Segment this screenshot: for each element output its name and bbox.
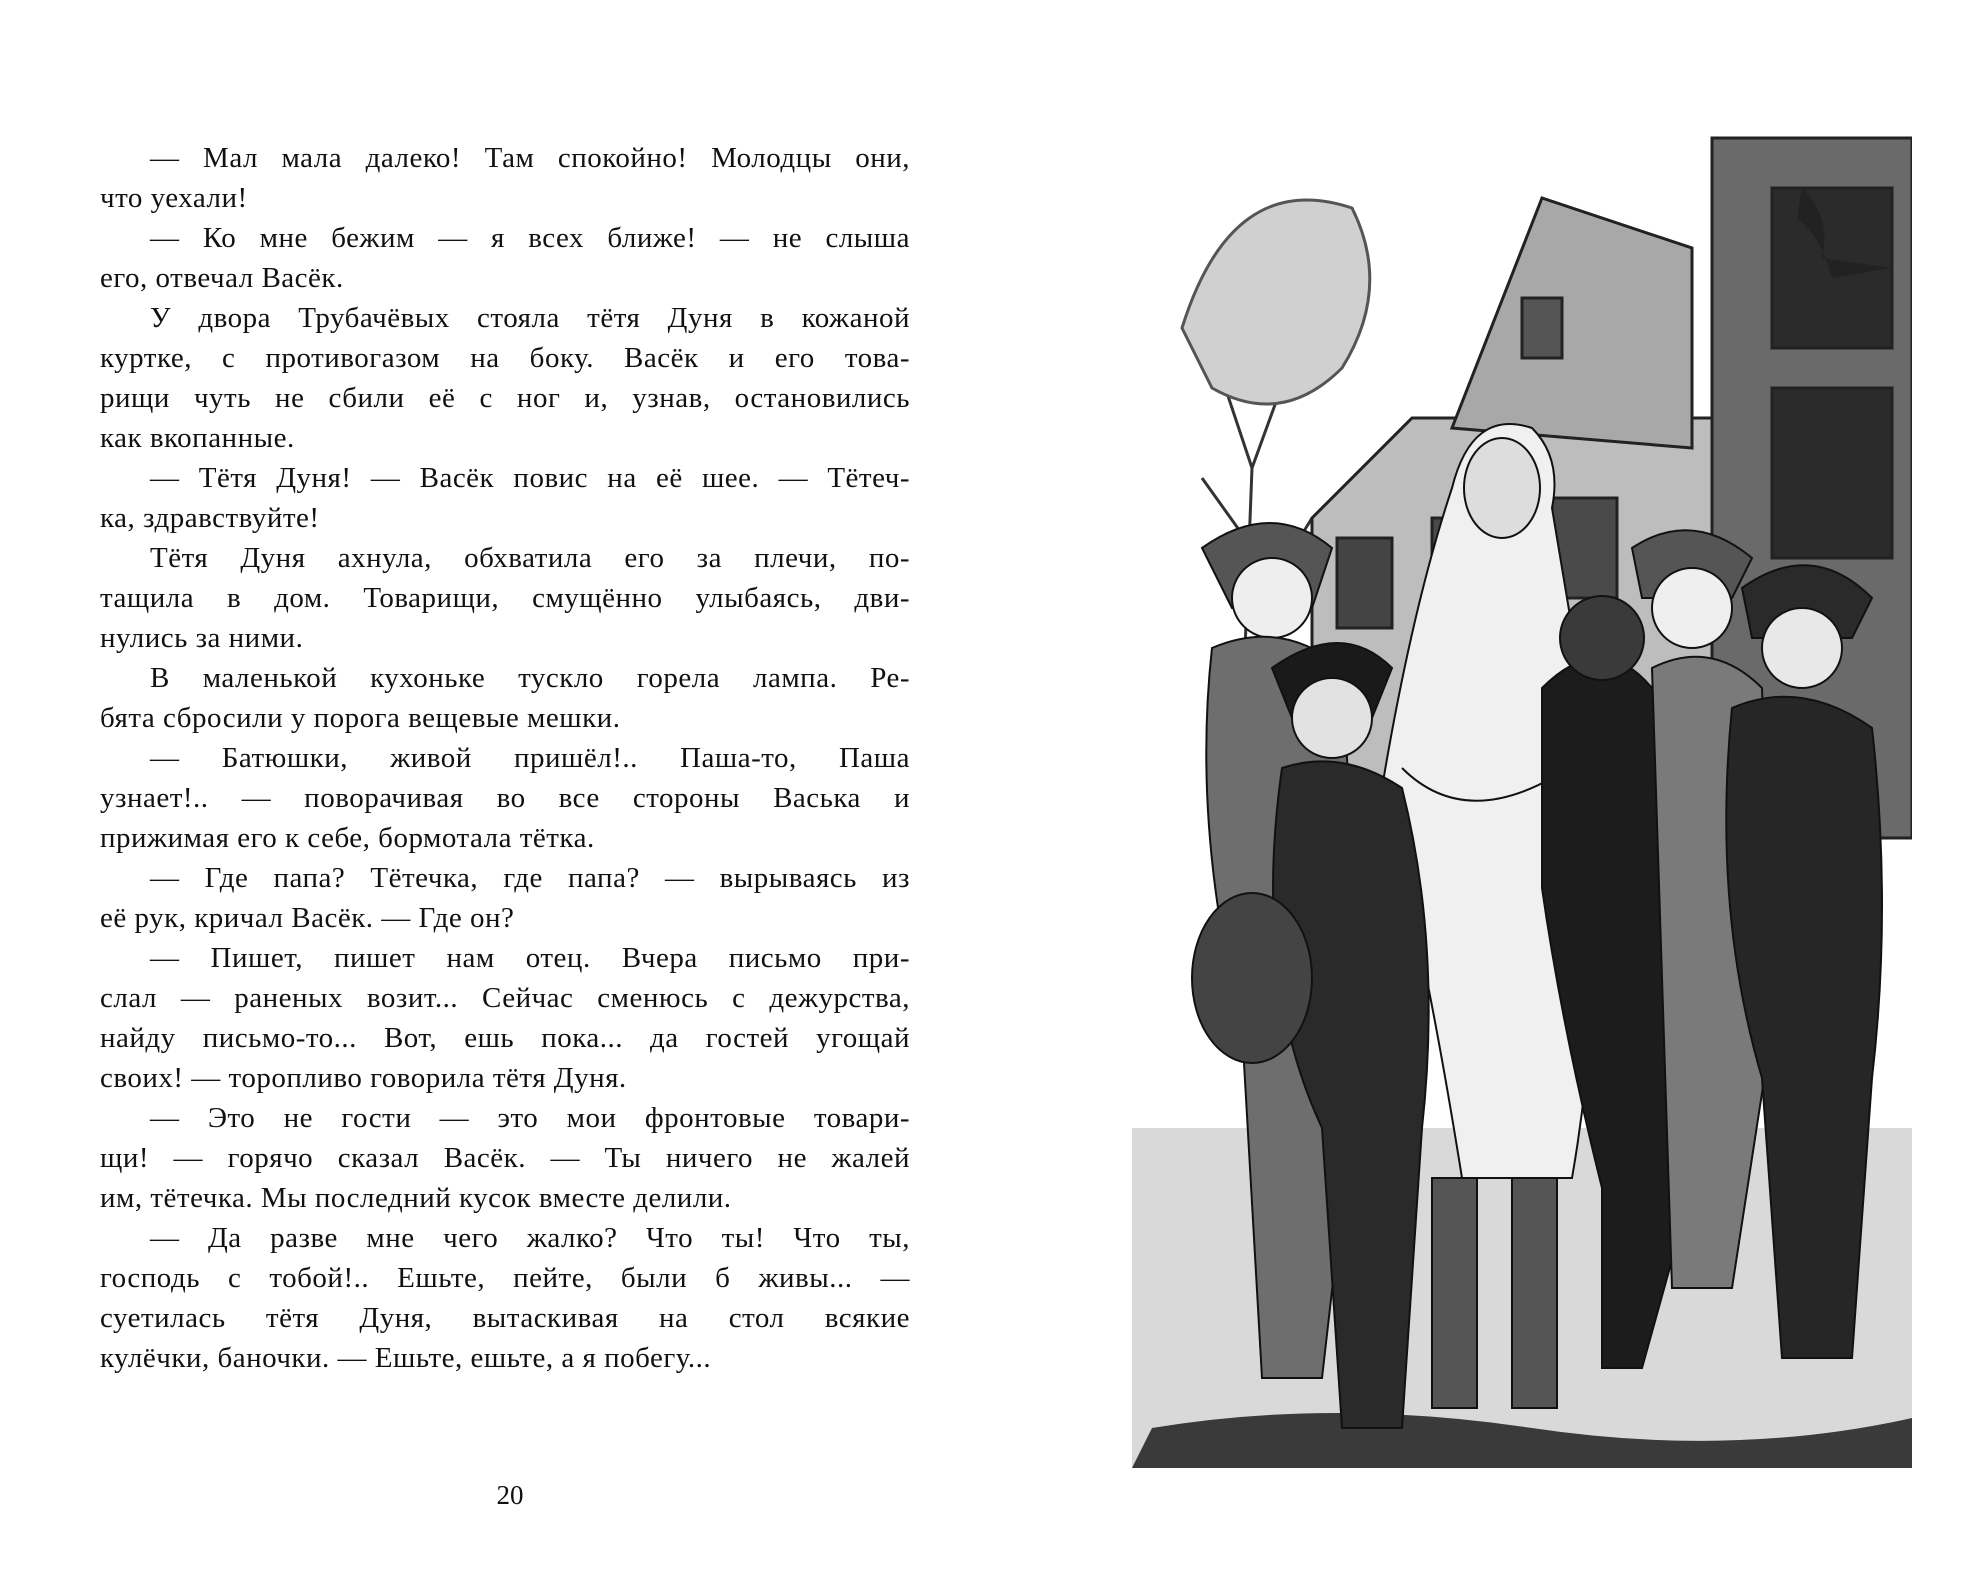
text-line: найду письмо-то... Вот, ешь пока... да гостей угощай <box>100 1022 910 1054</box>
text-line: прижимая его к себе, бормотала тётка. <box>100 822 595 854</box>
text-line: Тётя Дуня ахнула, обхватила его за плечи, по- <box>150 542 910 574</box>
text-line: узнает!.. — поворачивая во все стороны Васька и <box>100 782 910 814</box>
text-line: суетилась тётя Дуня, вытаскивая на стол всякие <box>100 1302 910 1334</box>
text-line: куртке, с противогазом на боку. Васёк и его това- <box>100 342 910 374</box>
left-page-text <box>100 138 910 1378</box>
text-line: нулись за ними. <box>100 622 304 654</box>
woman-hugging-boy-with-boys-illustration <box>1132 128 1912 1468</box>
text-line: её рук, кричал Васёк. — Где он? <box>100 902 515 934</box>
text-line: своих! — торопливо говорила тётя Дуня. <box>100 1062 627 1094</box>
text-line: кулёчки, баночки. — Ешьте, ешьте, а я побегу... <box>100 1342 712 1374</box>
text-line: ка, здравствуйте! <box>100 502 320 534</box>
text-line: — Пишет, пишет нам отец. Вчера письмо при- <box>150 942 910 974</box>
text-line: — Где папа? Тётечка, где папа? — вырываясь из <box>150 862 910 894</box>
text-line: У двора Трубачёвых стояла тётя Дуня в кожаной <box>150 302 910 334</box>
text-line: бята сбросили у порога вещевые мешки. <box>100 702 621 734</box>
text-line: — Ко мне бежим — я всех ближе! — не слыша <box>150 222 910 254</box>
text-line: — Тётя Дуня! — Васёк повис на её шее. — Тётеч- <box>150 462 910 494</box>
text-line: щи! — горячо сказал Васёк. — Ты ничего не жалей <box>100 1142 910 1174</box>
text-line: В маленькой кухоньке тускло горела лампа. Ре- <box>150 662 910 694</box>
text-line: господь с тобой!.. Ешьте, пейте, были б живы... — <box>100 1262 910 1294</box>
text-line: рищи чуть не сбили её с ног и, узнав, остановились <box>100 382 910 414</box>
text-line: им, тётечка. Мы последний кусок вместе делили. <box>100 1182 732 1214</box>
text-line: — Батюшки, живой пришёл!.. Паша-то, Паша <box>150 742 910 774</box>
text-line: тащила в дом. Товарищи, смущённо улыбаясь, дви- <box>100 582 910 614</box>
text-line: — Это не гости — это мои фронтовые товари- <box>150 1102 910 1134</box>
text-line: его, отвечал Васёк. <box>100 262 344 294</box>
page-number: 20 <box>496 1480 524 1510</box>
text-line: — Мал мала далеко! Там спокойно! Молодцы они, <box>150 142 910 174</box>
text-line: как вкопанные. <box>100 422 295 454</box>
text-line: что уехали! <box>100 182 248 214</box>
text-line: слал — раненых возит... Сейчас сменюсь с дежурства, <box>100 982 910 1014</box>
text-line: — Да разве мне чего жалко? Что ты! Что ты, <box>150 1222 910 1254</box>
